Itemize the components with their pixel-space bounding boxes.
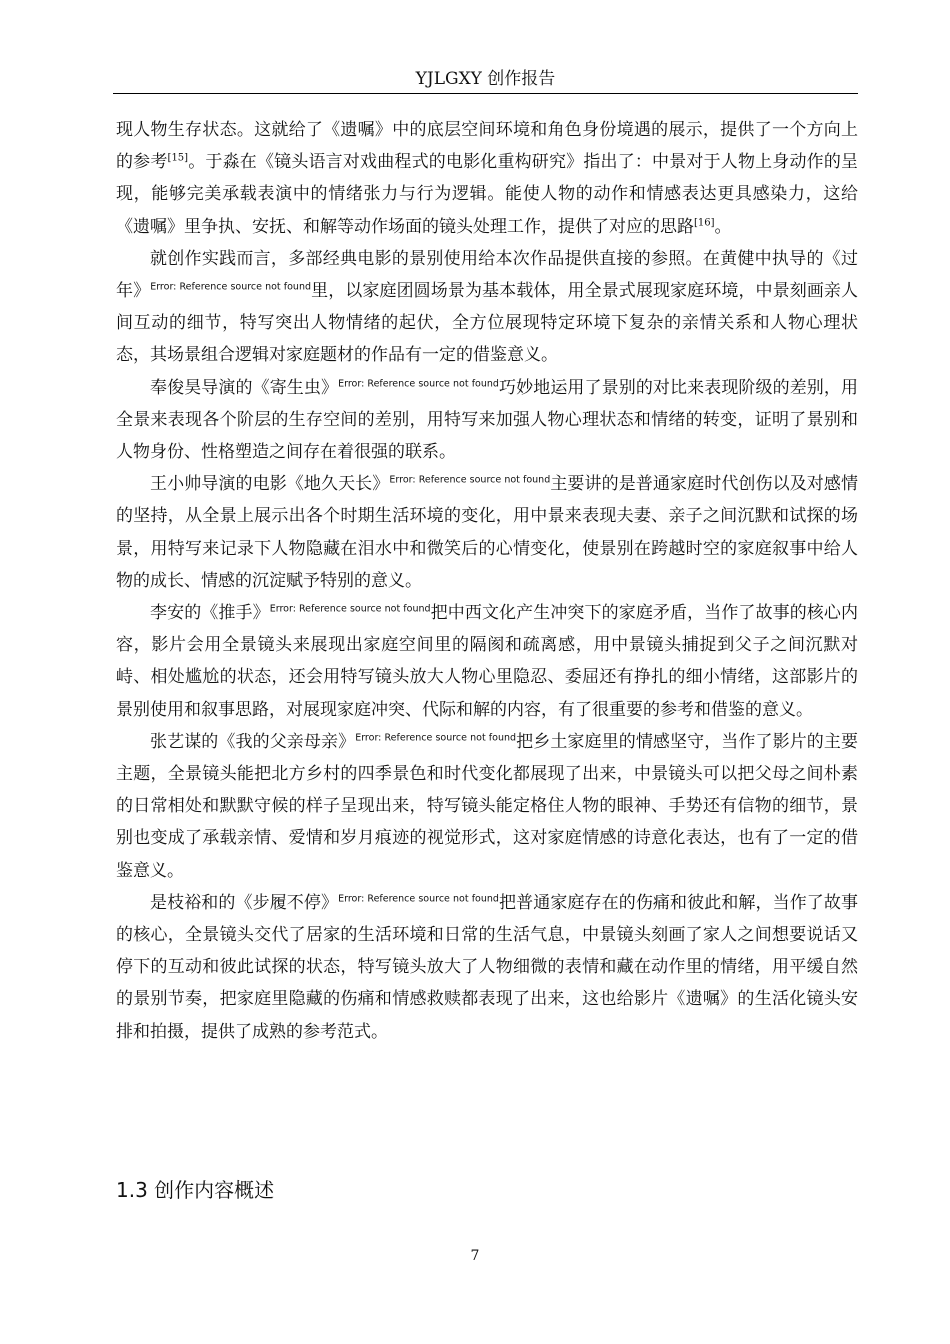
paragraph-4 [116, 468, 858, 597]
body-text [116, 114, 858, 1048]
page-number: 7 [470, 1248, 480, 1264]
text-run: 张艺谋的《我的父亲母亲》 [150, 731, 356, 752]
paragraph-1 [116, 114, 858, 243]
header-rule [113, 93, 858, 94]
citation-ref[interactable]: [16] [694, 216, 715, 228]
text-run: 把中西文化产生冲突下的家庭矛盾，当作了故事的核心内容，影片会用全景镜头来展现出家庭空间里的隔阂和疏离感，用中景镜头捕捉到父子之间沉默对峙、相处尴尬的状态，还会用特写镜头放大人物心里隐忍、委屈还有挣扎的细小情绪，这部影片的景别使用和叙事思路，对展现家庭冲突、代际和解的内容，有了很重要的参考和借鉴的意义。 [116, 603, 859, 720]
reference-error[interactable]: Error: Reference source not found [338, 377, 499, 389]
text-run: 王小帅导演的电影《地久天长》 [150, 474, 390, 495]
citation-ref[interactable]: [15] [167, 152, 189, 164]
text-run: 现人物生存状态。这就给了《遗嘱》中的底层空间环境和角色身份境遇的展示，提供了一个方向上的参考 [116, 120, 858, 173]
running-header: YJLGXY 创作报告 [415, 69, 556, 89]
text-run: 里，以家庭团圆场景为基本载体，用全景式展现家庭环境，中景刻画亲人间互动的细节，特写突出人物情绪的起伏，全方位展现特定环境下复杂的亲情关系和人物心理状态，其场景组合逻辑对家庭题材的作品有一定的借鉴意义。 [116, 281, 859, 366]
paragraph-2 [116, 243, 858, 372]
section-heading: 1.3 创作内容概述 [116, 1178, 275, 1202]
text-run: 主要讲的是普通家庭时代创伤以及对感情的坚持，从全景上展示出各个时期生活环境的变化，用中景来表现夫妻、亲子之间沉默和试探的场景，用特写来记录下人物隐藏在泪水中和微笑后的心情变化，使景别在跨越时空的家庭叙事中给人物的成长、情感的沉淀赋予特别的意义。 [116, 474, 859, 591]
reference-error[interactable]: Error: Reference source not found [389, 474, 551, 486]
text-run: 是枝裕和的《步履不停》 [150, 892, 339, 913]
text-run: 巧妙地运用了景别的对比来表现阶级的差别，用全景来表现各个阶层的生存空间的差别，用特写来加强人物心理状态和情绪的转变，证明了景别和人物身份、性格塑造之间存在着很强的联系。 [116, 377, 859, 463]
paragraph-6 [116, 726, 858, 887]
text-run: 把乡土家庭里的情感坚守，当作了影片的主要主题，全景镜头能把北方乡村的四季景色和时代变化都展现了出来，中景镜头可以把父母之间朴素的日常相处和默默守候的样子呈现出来，特写镜头能定格住人物的眼神、手势还有信物的细节，景别也变成了承载亲情、爱情和岁月痕迹的视觉形式，这对家庭情感的诗意化表达，也有了一定的借鉴意义。 [116, 731, 859, 881]
text-run: 。于淼在《镜头语言对戏曲程式的电影化重构研究》指出了：中景对于人物上身动作的呈现，能够完美承载表演中的情绪张力与行为逻辑。能使人物的动作和情感表达更具感染力，这给《遗嘱》里争执、安抚、和解等动作场面的镜头处理工作，提供了对应的思路 [116, 152, 859, 237]
paragraph-7 [116, 887, 858, 1048]
reference-error[interactable]: Error: Reference source not found [150, 281, 312, 293]
reference-error[interactable]: Error: Reference source not found [338, 893, 499, 905]
text-run: 就创作实践而言，多部经典电影的景别使用给本次作品提供直接的参照。在黄健中执导的《过年》 [116, 248, 858, 302]
paragraph-3 [116, 372, 858, 469]
text-run: 李安的《推手》 [150, 603, 270, 624]
text-run: 。 [714, 216, 732, 237]
paragraph-5 [116, 597, 858, 726]
text-run: 奉俊昊导演的《寄生虫》 [150, 377, 339, 398]
reference-error[interactable]: Error: Reference source not found [269, 603, 431, 615]
reference-error[interactable]: Error: Reference source not found [355, 732, 517, 744]
text-run: 把普通家庭存在的伤痛和彼此和解，当作了故事的核心，全景镜头交代了居家的生活环境和日常的生活气息，中景镜头刻画了家人之间想要说话又停下的互动和彼此试探的状态，特写镜头放大了人物细微的表情和藏在动作里的情绪，用平缓自然的景别节奏，把家庭里隐藏的伤痛和情感救赎都表现了出来，这也给影片《遗嘱》的生活化镜头安排和拍摄，提供了成熟的参考范式。 [116, 892, 859, 1042]
